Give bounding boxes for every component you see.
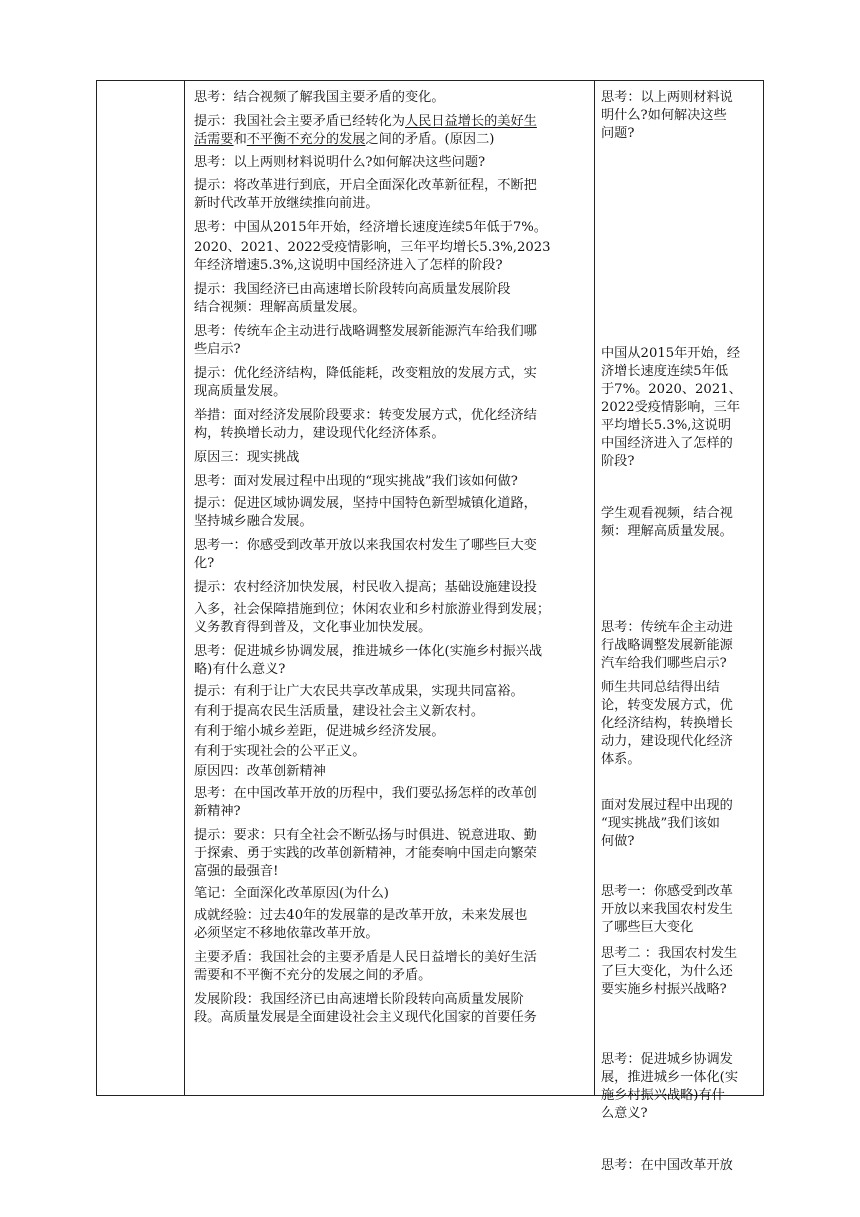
teacher-activity-line: 需要和不平衡不充分的发展之间的矛盾。 (194, 968, 432, 983)
teacher-activity-line: 新精神? (194, 804, 241, 819)
teacher-activity-line: 提示：要求：只有全社会不断弘扬与时俱进、锐意进取、勤 (194, 828, 537, 843)
teacher-activity-line: 思考：面对发展过程中出现的“现实挑战”我们该如何做? (194, 474, 518, 489)
teacher-activity-line: 义务教育得到普及，文化事业加快发展。 (194, 620, 432, 635)
teacher-activity-line: 些启示? (194, 342, 241, 357)
teacher-activity-line: 新时代改革开放继续推向前进。 (194, 196, 379, 211)
teacher-activity-line: 2020、2021、2022受疫情影响，三年平均增长5.3%,2023 (194, 240, 551, 255)
student-activity-line: 师生共同总结得出结 (601, 680, 720, 695)
student-activity-line: “现实挑战”我们该如 (601, 816, 720, 831)
student-activity-line: 思考：在中国改革开放 (601, 1158, 733, 1173)
teacher-activity-line: 坚持城乡融合发展。 (194, 514, 313, 529)
teacher-activity-line: 入多，社会保障措施到位；休闲农业和乡村旅游业得到发展； (194, 602, 551, 617)
teacher-activity-line (194, 131, 588, 148)
teacher-activity-line: 略)有什么意义? (194, 662, 286, 677)
column-stage (97, 81, 185, 1095)
teacher-activity-line: 发展阶段：我国经济已由高速增长阶段转向高质量发展阶 (194, 992, 524, 1007)
teacher-activity-line: 思考：结合视频了解我国主要矛盾的变化。 (194, 90, 445, 105)
text-segment: 和 (233, 132, 247, 147)
student-activity-line: 思考一：你感受到改革 (601, 884, 733, 899)
teacher-activity-line: 提示：有利于让广大农民共享改革成果，实现共同富裕。 (194, 684, 524, 699)
teacher-activity-line: 必须坚定不移地依靠改革开放。 (194, 926, 379, 941)
student-activity-line: 思考二 ：我国农村发生 (601, 946, 738, 961)
teacher-activity-line: 年经济增速5.3%,这说明中国经济进入了怎样的阶段? (194, 258, 503, 273)
teacher-activity-line: 成就经验：过去40年的发展靠的是改革开放，未来发展也 (194, 908, 528, 923)
underlined-phrase: 人民日益增长的美好生 (405, 114, 537, 129)
student-activity-line: 化经济结构，转换增长 (601, 716, 733, 731)
teacher-activity-line: 笔记：全面深化改革原因(为什么) (194, 886, 389, 901)
teacher-activity-line: 原因三：现实挑战 (194, 450, 300, 465)
student-activity-line: 了哪些巨大变化 (601, 920, 694, 935)
underlined-phrase: 活需要 (194, 132, 234, 147)
student-activity-line: 要实施乡村振兴战略? (601, 982, 727, 997)
student-activity-line: 面对发展过程中出现的 (601, 798, 733, 813)
teacher-activity-line: 思考：以上两则材料说明什么?如何解决这些问题? (194, 155, 486, 170)
student-activity-line: 于7%。2020、2021、 (601, 382, 742, 397)
student-activity-line: 学生观看视频，结合视 (601, 506, 733, 521)
teacher-activity-line: 提示：将改革进行到底，开启全面深化改革新征程，不断把 (194, 178, 537, 193)
teacher-activity-line: 于探索、勇于实践的改革创新精神，才能奏响中国走向繁荣 (194, 846, 537, 861)
student-activity-line: 么意义? (601, 1106, 648, 1121)
student-activity-line: 频：理解高质量发展。 (601, 524, 733, 539)
teacher-activity-line: 提示：我国经济已由高速增长阶段转向高质量发展阶段 (194, 282, 511, 297)
lesson-table (96, 80, 764, 1173)
student-activity-line: 明什么?如何解决这些 (601, 108, 727, 123)
student-activity-line: 思考：以上两则材料说 (601, 90, 733, 105)
text-segment: 之间的矛盾。(原因二) (365, 132, 495, 147)
student-activity-line: 中国从2015年开始，经 (601, 346, 741, 361)
teacher-activity-line: 原因四：改革创新精神 (194, 764, 326, 779)
student-activity-line: 2022受疫情影响，三年 (601, 400, 741, 415)
teacher-activity-line: 有利于提高农民生活质量，建设社会主义新农村。 (194, 704, 485, 719)
teacher-activity-line: 思考：在中国改革开放的历程中，我们要弘扬怎样的改革创 (194, 786, 537, 801)
text-segment: 提示：我国社会主要矛盾已经转化为 (194, 114, 405, 129)
teacher-activity-line (194, 113, 588, 130)
teacher-activity-line: 提示：优化经济结构，降低能耗，改变粗放的发展方式，实 (194, 366, 537, 381)
student-activity-line: 展，推进城乡一体化(实 (601, 1070, 739, 1085)
student-activity-line: 何做? (601, 834, 635, 849)
column-teacher-activity (185, 81, 595, 1095)
student-activity-line: 体系。 (601, 752, 641, 767)
teacher-activity-line: 有利于实现社会的公平正义。 (194, 744, 366, 759)
teacher-activity-line: 提示：农村经济加快发展，村民收入提高；基础设施建设投 (194, 580, 537, 595)
teacher-activity-line: 思考：促进城乡协调发展，推进城乡一体化(实施乡村振兴战 (194, 644, 543, 659)
student-activity-line: 论，转变发展方式，优 (601, 698, 733, 713)
teacher-activity-line: 提示：促进区域协调发展，坚持中国特色新型城镇化道路， (194, 496, 537, 511)
teacher-activity-line: 举措：面对经济发展阶段要求：转变发展方式，优化经济结 (194, 408, 537, 423)
teacher-activity-line: 段。高质量发展是全面建设社会主义现代化国家的首要任务 (194, 1010, 537, 1025)
teacher-activity-line: 思考：中国从2015年开始，经济增长速度连续5年低于7%。 (194, 220, 547, 235)
student-activity-line: 问题? (601, 126, 635, 141)
student-activity-line: 了巨大变化，为什么还 (601, 964, 733, 979)
teacher-activity-line: 结合视频：理解高质量发展。 (194, 300, 366, 315)
teacher-activity-line: 有利于缩小城乡差距，促进城乡经济发展。 (194, 724, 445, 739)
student-activity-line: 汽车给我们哪些启示? (601, 656, 727, 671)
student-activity-line: 思考：传统车企主动进 (601, 620, 733, 635)
teacher-activity-line: 构，转换增长动力，建设现代化经济体系。 (194, 426, 445, 441)
student-activity-line: 济增长速度连续5年低 (601, 364, 729, 379)
underlined-phrase: 不平衡不充分的发展 (246, 132, 366, 147)
teacher-activity-line: 富强的最强音! (194, 864, 279, 879)
student-activity-line: 中国经济进入了怎样的 (601, 436, 733, 451)
student-activity-line: 行战略调整发展新能源 (601, 638, 733, 653)
student-activity-line: 开放以来我国农村发生 (601, 902, 733, 917)
teacher-activity-line: 现高质量发展。 (194, 384, 287, 399)
teacher-activity-line: 化? (194, 556, 215, 571)
student-activity-line: 阶段? (601, 454, 635, 469)
column-student-activity (595, 81, 763, 1173)
teacher-activity-line: 主要矛盾：我国社会的主要矛盾是人民日益增长的美好生活 (194, 950, 537, 965)
teacher-activity-line: 思考一：你感受到改革开放以来我国农村发生了哪些巨大变 (194, 538, 537, 553)
student-activity-line: 动力，建设现代化经济 (601, 734, 733, 749)
student-activity-line: 平均增长5.3%,这说明 (601, 418, 732, 433)
student-activity-line: 思考：促进城乡协调发 (601, 1052, 733, 1067)
teacher-activity-line: 思考：传统车企主动进行战略调整发展新能源汽车给我们哪 (194, 324, 537, 339)
student-activity-line: 施乡村振兴战略)有什 (601, 1088, 725, 1103)
